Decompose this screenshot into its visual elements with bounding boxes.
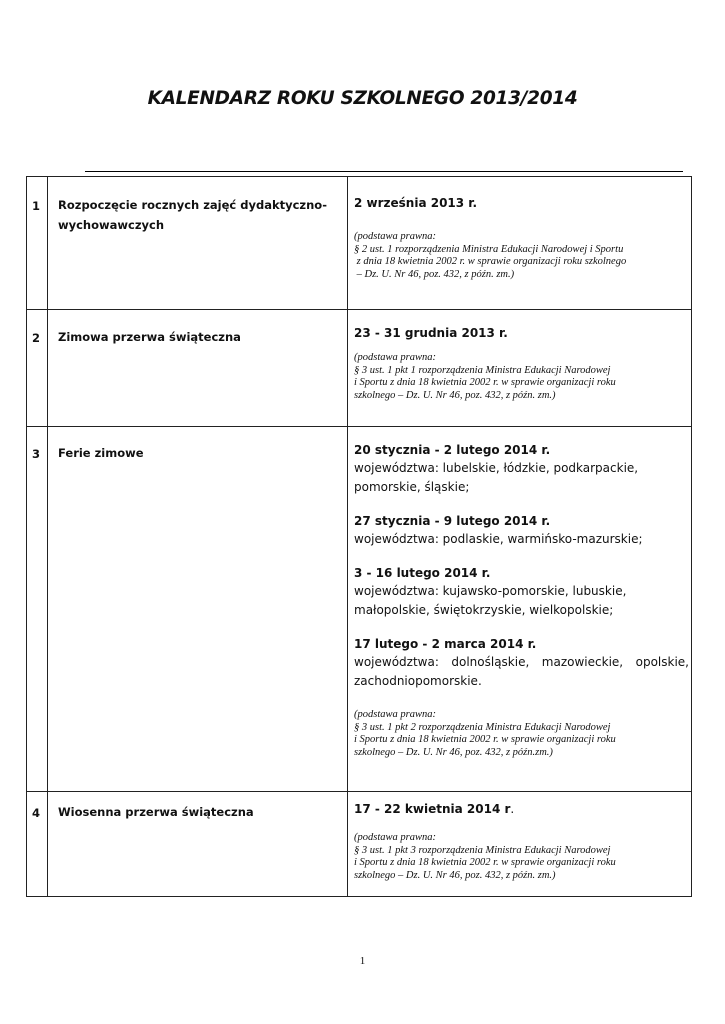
event-name: Wiosenna przerwa świąteczna — [58, 805, 254, 819]
event-date: 17 - 22 kwietnia 2014 r. — [354, 802, 515, 816]
regions-text: województwa: kujawsko-pomorskie, lubuskie, małopolskie, świętokrzyskie, wielkopolskie; — [354, 584, 627, 617]
regions-text: województwa: dolnośląskie, mazowieckie, opolskie, zachodniopomorskie. — [354, 655, 689, 688]
table-row — [27, 177, 692, 310]
row-number: 2 — [32, 331, 41, 345]
event-date: 20 stycznia - 2 lutego 2014 r. — [354, 443, 551, 457]
event-date: 17 lutego - 2 marca 2014 r. — [354, 637, 537, 651]
event-date: 3 - 16 lutego 2014 r. — [354, 566, 491, 580]
table-row — [27, 310, 692, 427]
header-rule — [85, 171, 683, 172]
event-date: 27 stycznia - 9 lutego 2014 r. — [354, 514, 551, 528]
event-name: Rozpoczęcie rocznych zajęć dydaktyczno-wychowawczych — [58, 198, 327, 232]
legal-basis: (podstawa prawna: § 3 ust. 1 pkt 3 rozporządzenia Ministra Edukacji Narodowej i Sportu z dnia 18 kwietnia 2002 r. w sprawie organizacji roku szkolnego – Dz. U. Nr 46, poz. 432, z późn. zm.) — [354, 832, 616, 881]
row-number: 4 — [32, 806, 41, 820]
winter-break-group — [354, 441, 689, 497]
regions-text: województwa: podlaskie, warmińsko-mazurskie; — [354, 532, 643, 546]
event-date: 2 września 2013 r. — [354, 196, 478, 210]
legal-basis: (podstawa prawna: § 3 ust. 1 pkt 2 rozporządzenia Ministra Edukacji Narodowej i Sportu z dnia 18 kwietnia 2002 r. w sprawie organizacji roku szkolnego – Dz. U. Nr 46, poz. 432, z późn.zm.) — [354, 709, 616, 758]
winter-break-group — [354, 512, 689, 549]
legal-basis: (podstawa prawna: § 2 ust. 1 rozporządzenia Ministra Edukacji Narodowej i Sportu z dnia 18 kwietnia 2002 r. w sprawie organizacji roku szkolnego – Dz. U. Nr 46, poz. 432, z późn. zm.) — [354, 231, 627, 280]
winter-break-group — [354, 564, 689, 620]
regions-text: województwa: lubelskie, łódzkie, podkarpackie, pomorskie, śląskie; — [354, 461, 639, 494]
winter-break-group — [354, 635, 689, 691]
event-name: Zimowa przerwa świąteczna — [58, 330, 241, 344]
row-number: 1 — [32, 199, 41, 213]
table-row — [27, 427, 692, 792]
table-row — [27, 792, 692, 897]
page-title: KALENDARZ ROKU SZKOLNEGO 2013/2014 — [147, 88, 578, 109]
calendar-table — [26, 176, 692, 897]
event-name: Ferie zimowe — [58, 446, 144, 460]
row-number: 3 — [32, 447, 41, 461]
event-date: 23 - 31 grudnia 2013 r. — [354, 326, 508, 340]
page-number: 1 — [359, 955, 366, 967]
legal-basis: (podstawa prawna: § 3 ust. 1 pkt 1 rozporządzenia Ministra Edukacji Narodowej i Sportu z dnia 18 kwietnia 2002 r. w sprawie organizacji roku szkolnego – Dz. U. Nr 46, poz. 432, z późn. zm.) — [354, 352, 616, 401]
